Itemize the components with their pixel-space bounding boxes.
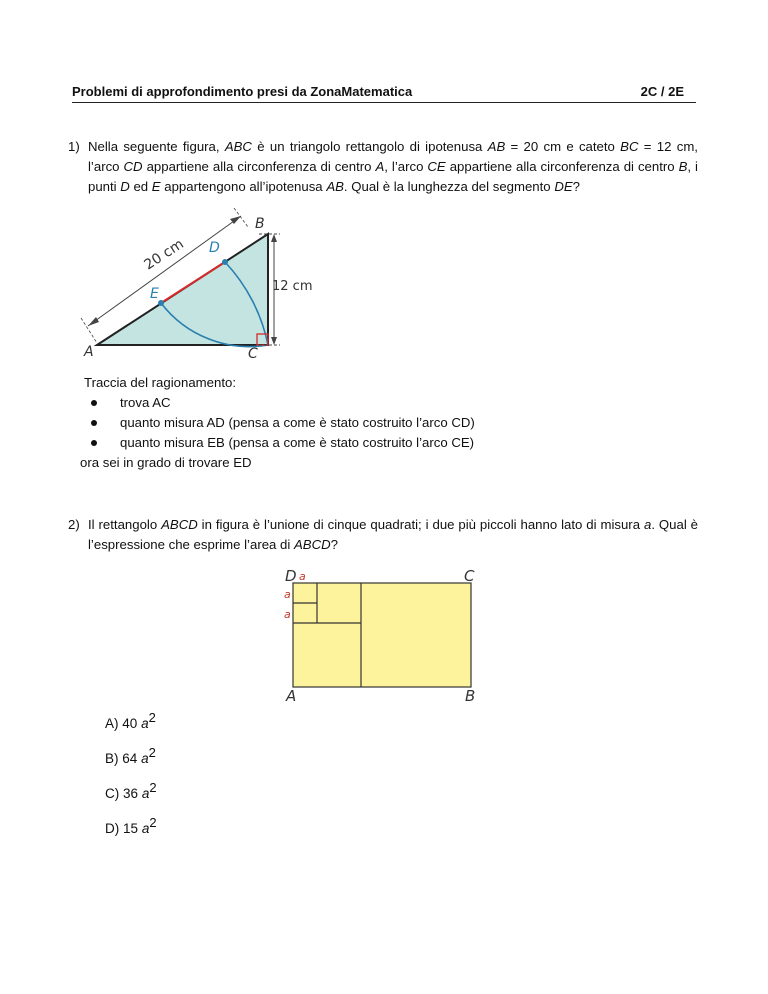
answer-value: 40 — [122, 716, 138, 731]
label-20cm: 20 cm — [141, 236, 187, 274]
answer-value: 15 — [123, 821, 139, 836]
triangle-figure — [76, 208, 316, 360]
answer-variable: a — [141, 751, 149, 766]
problem-2-number: 2) — [68, 517, 80, 532]
dimension-arrow-bc-bottom — [271, 337, 277, 345]
hint-item: quanto misura EB (pensa a come è stato costruito l’arco CE) — [84, 433, 475, 453]
header-title: Problemi di approfondimento presi da ZonaMatematica — [72, 84, 413, 99]
p2-text-part: . Qual è l’espressione che esprime l’area di — [88, 517, 699, 552]
page-header — [72, 82, 696, 103]
label-12cm: 12 cm — [272, 279, 313, 294]
p2-text-part: Il rettangolo — [88, 517, 162, 532]
p1-text-part: , i punti — [88, 159, 698, 194]
answer-value: 36 — [123, 786, 139, 801]
dimension-arrow-a — [88, 317, 99, 326]
p1-text-part: BC — [620, 139, 639, 154]
rectangle-figure — [278, 567, 508, 702]
p2-text-part: ? — [330, 537, 338, 552]
dimension-arrow-bc-top — [271, 234, 277, 242]
answer-value: 64 — [122, 751, 138, 766]
p1-text-part: AB — [326, 179, 344, 194]
header-classes: 2C / 2E — [640, 84, 684, 99]
answer-option-a[interactable] — [105, 712, 157, 747]
p1-text-part: E — [151, 179, 161, 194]
label-a: A — [84, 344, 94, 360]
answer-letter: B) — [105, 751, 119, 766]
corner-c: C — [464, 567, 475, 585]
p1-text-part: ? — [572, 179, 580, 194]
side-label-a: a — [284, 608, 291, 621]
hint-title: Traccia del ragionamento: — [84, 375, 236, 390]
p1-text-part: A — [375, 159, 385, 174]
hint-block — [80, 373, 475, 473]
p1-text-part: DE — [554, 179, 573, 194]
label-d: D — [209, 240, 220, 256]
p1-text-part: appartiene alla circonferenza di centro — [445, 159, 679, 174]
p1-text-part: , l’arco — [384, 159, 428, 174]
answer-exponent: 2 — [148, 710, 156, 725]
point-e — [158, 300, 164, 306]
label-e: E — [150, 286, 159, 302]
side-label-a: a — [299, 570, 306, 583]
answer-list — [105, 712, 157, 852]
p1-text-part: = 12 cm, l’arco — [88, 139, 698, 174]
problem-1 — [68, 137, 698, 197]
answer-variable: a — [141, 821, 150, 836]
p1-text-part: B — [678, 159, 688, 174]
p1-text-part: ABC — [224, 139, 252, 154]
answer-letter: A) — [105, 716, 119, 731]
problem-2-text — [88, 515, 698, 555]
answer-exponent: 2 — [149, 780, 157, 795]
corner-b: B — [465, 687, 476, 702]
p1-text-part: AB — [487, 139, 506, 154]
hint-item: trova AC — [84, 393, 475, 413]
p1-text-part: appartengono all’ipotenusa — [160, 179, 327, 194]
p1-text-part: CD — [123, 159, 143, 174]
corner-a: A — [286, 687, 297, 702]
answer-option-b[interactable] — [105, 747, 157, 782]
answer-variable: a — [141, 716, 149, 731]
p1-text-part: ed — [129, 179, 152, 194]
problem-1-text — [88, 137, 698, 197]
rectangle-abcd — [293, 583, 471, 687]
label-b: B — [255, 216, 265, 232]
corner-d: D — [285, 567, 297, 585]
p1-text-part: D — [120, 179, 130, 194]
answer-letter: D) — [105, 821, 120, 836]
problem-2 — [68, 515, 698, 555]
problem-1-number: 1) — [68, 139, 80, 154]
p2-text-part: in figura è l’unione di cinque quadrati; i due più piccoli hanno lato di misura — [197, 517, 644, 532]
p1-text-part: . Qual è la lunghezza del segmento — [343, 179, 555, 194]
answer-option-d[interactable] — [105, 817, 157, 852]
p1-text-part: = 20 cm e cateto — [505, 139, 621, 154]
p1-text-part: appartiene alla circonferenza di centro — [142, 159, 376, 174]
p1-text-part: CE — [427, 159, 446, 174]
p1-text-part: Nella seguente figura, — [88, 139, 225, 154]
hint-item: quanto misura AD (pensa a come è stato costruito l’arco CD) — [84, 413, 475, 433]
p2-text-part: ABCD — [161, 517, 198, 532]
side-label-a: a — [284, 588, 291, 601]
answer-exponent: 2 — [148, 745, 156, 760]
label-c: C — [248, 346, 258, 360]
answer-option-c[interactable] — [105, 782, 157, 817]
answer-exponent: 2 — [149, 815, 157, 830]
point-d — [222, 259, 228, 265]
hint-list — [84, 393, 475, 453]
answer-variable: a — [141, 786, 150, 801]
p1-text-part: è un triangolo rettangolo di ipotenusa — [251, 139, 488, 154]
p2-text-part: ABCD — [293, 537, 331, 552]
hint-conclusion: ora sei in grado di trovare ED — [80, 455, 252, 470]
answer-letter: C) — [105, 786, 120, 801]
p2-text-part: a — [643, 517, 652, 532]
